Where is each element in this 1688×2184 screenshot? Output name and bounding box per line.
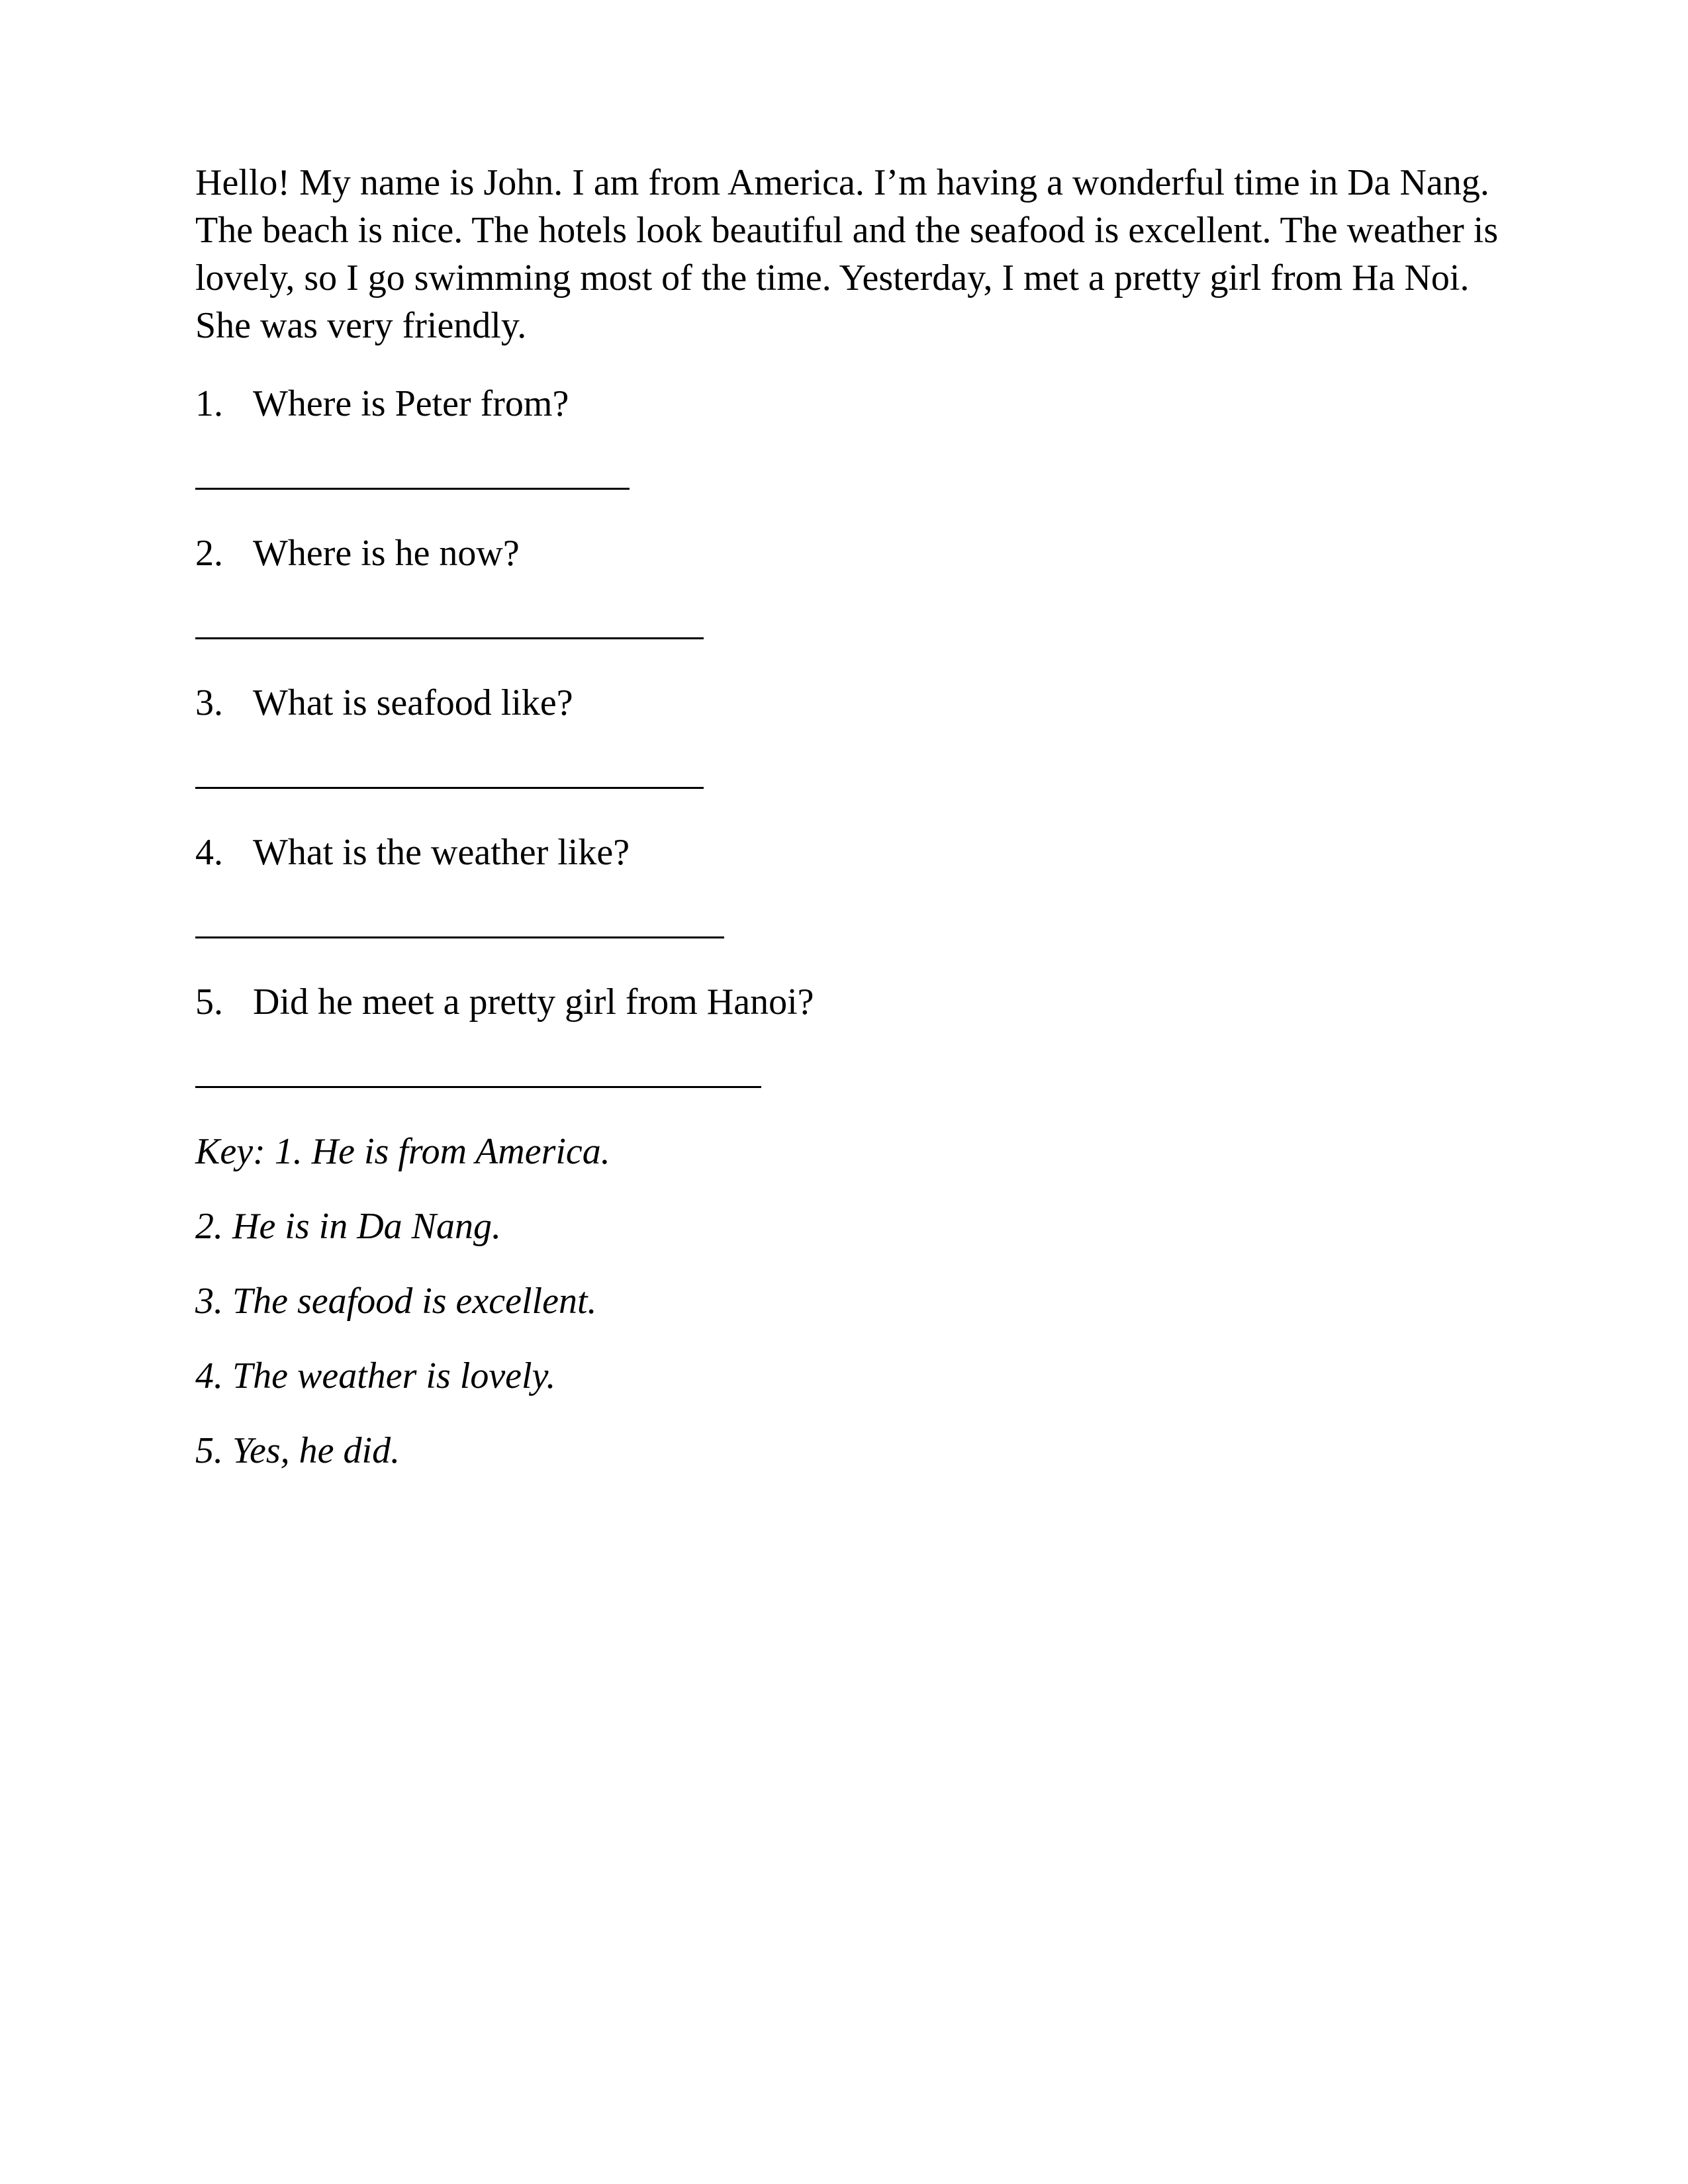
question-number: 5. xyxy=(195,981,223,1023)
answer-key-line-5: 5. Yes, he did. xyxy=(195,1430,400,1471)
question-number: 1. xyxy=(195,383,223,424)
page-content xyxy=(195,159,1506,1502)
question-text: Did he meet a pretty girl from Hanoi? xyxy=(253,981,814,1023)
question-text: What is the weather like? xyxy=(253,832,630,873)
answer-key-line-1: Key: 1. He is from America. xyxy=(195,1131,610,1172)
answer-blank-line-1 xyxy=(195,488,630,490)
answer-key-section xyxy=(195,1128,1506,1475)
question-text: Where is Peter from? xyxy=(253,383,569,424)
answer-blank-line-2 xyxy=(195,637,704,639)
question-item-4 xyxy=(195,829,1506,876)
question-text: Where is he now? xyxy=(253,533,520,574)
question-item-5 xyxy=(195,978,1506,1026)
question-number: 2. xyxy=(195,533,223,574)
question-item-2 xyxy=(195,529,1506,577)
answer-key-line-3: 3. The seafood is excellent. xyxy=(195,1281,597,1322)
question-text: What is seafood like? xyxy=(253,682,573,723)
answer-blank-line-5 xyxy=(195,1086,761,1088)
answer-key-line-4: 4. The weather is lovely. xyxy=(195,1355,556,1396)
reading-passage: Hello! My name is John. I am from America. I’m having a wonderful time in Da Nang. The beach is nice. The hotels look beautiful and the seafood is excellent. The weather is lovely, so I go swimming most of the time. Yesterday, I met a pretty girl from Ha Noi. She was very friendly. xyxy=(195,162,1499,346)
answer-key-line-2: 2. He is in Da Nang. xyxy=(195,1206,501,1247)
answer-blank-line-4 xyxy=(195,936,724,938)
answer-blank-line-3 xyxy=(195,787,704,789)
question-number: 3. xyxy=(195,682,223,723)
question-item-1 xyxy=(195,380,1506,428)
question-item-3 xyxy=(195,679,1506,727)
question-number: 4. xyxy=(195,832,223,873)
